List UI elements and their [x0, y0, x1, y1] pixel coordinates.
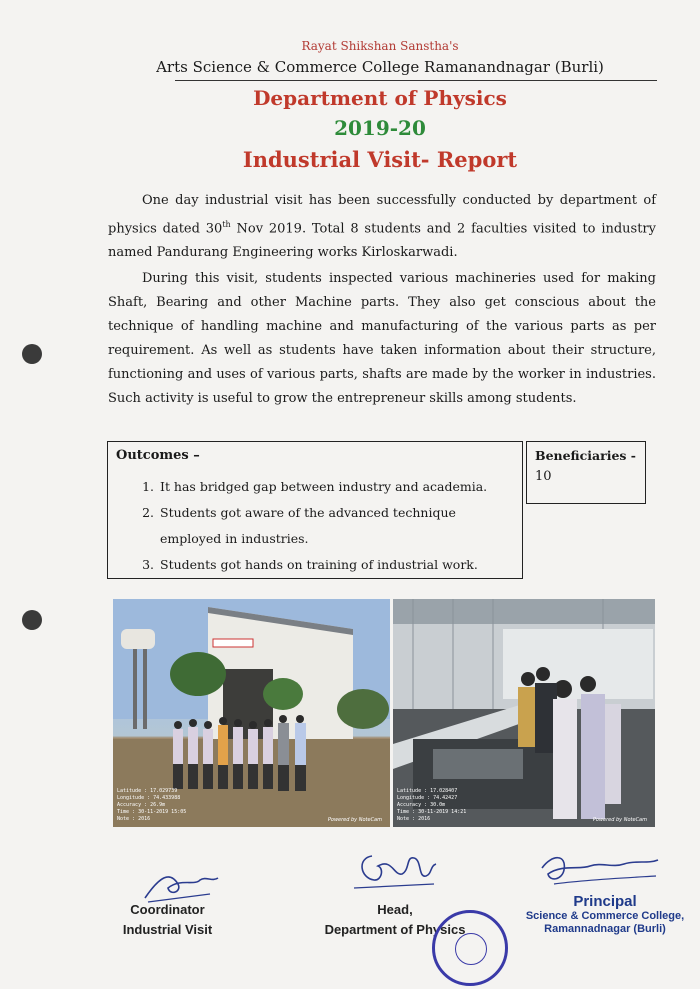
- paragraph-1-post: Nov 2019. Total 8 students and 2 faculties visited to industry named Pandurang Engineering works Kirloskarwadi.: [108, 221, 656, 261]
- outcomes-heading: Outcomes –: [116, 448, 200, 463]
- paragraph-1-pre: One day industrial visit has been successfully conducted by department of physics dated 30: [108, 193, 656, 237]
- paragraph-2: During this visit, students inspected various machineries used for making Shaft, Bearing and other Machine parts. They also get conscious about the technique of handling machine and manufacturing of the various parts as per requirement. As well as students have taken information about their structure, functioning and uses of various parts, shafts are made by the worker in industries. Such activity is useful to grow the entrepreneur skills among students.: [108, 271, 656, 406]
- college-seal: [432, 910, 508, 986]
- report-title: Industrial Visit- Report: [242, 147, 518, 172]
- outcome-item: 1. It has bridged gap between industry and academia.: [158, 474, 518, 500]
- outcomes-list: [138, 474, 518, 578]
- outcomes-box: [107, 441, 523, 579]
- punch-hole-top: [22, 344, 42, 364]
- beneficiaries-count: 10: [535, 469, 552, 484]
- head-line-2: Department of Physics: [324, 922, 466, 937]
- head-signature: [352, 848, 442, 893]
- head-line-1: Head,: [377, 902, 413, 917]
- paragraph-1-sup: th: [222, 220, 231, 229]
- principal-title: Principal: [573, 893, 637, 910]
- department-title: Department of Physics: [253, 86, 507, 110]
- photo-1-watermark: Powered by NoteCam: [327, 817, 382, 823]
- paragraph-1: [108, 189, 656, 265]
- beneficiaries-box: [526, 441, 646, 504]
- society-name: Rayat Shikshan Sanstha's: [301, 39, 459, 53]
- coordinator-label: [110, 900, 225, 940]
- principal-stamp: [520, 893, 690, 936]
- photo-2-geostamp: Latitude : 17.028407 Longitude : 74.42427 Accuracy : 30.0m Time : 30-11-2019 14:21 Note : 2016: [397, 788, 467, 822]
- photo-factory-exterior: [113, 599, 390, 827]
- outcome-item: 2. Students got aware of the advanced technique employed in industries.: [158, 500, 518, 552]
- photo-workshop-interior: [393, 599, 655, 827]
- punch-hole-bottom: [22, 610, 42, 630]
- principal-signature: [532, 850, 662, 890]
- beneficiaries-heading: Beneficiaries -: [535, 448, 636, 463]
- outcome-item: 3. Students got hands on training of industrial work.: [158, 552, 518, 578]
- principal-line-1: Science & Commerce College,: [525, 910, 685, 922]
- photo-1-geostamp: Latitude : 17.029739 Longitude : 74.433988 Accuracy : 26.9m Time : 30-11-2019 15:05 Note : 2016: [117, 788, 187, 822]
- academic-year: 2019-20: [334, 116, 426, 140]
- college-name: Arts Science & Commerce College Ramanandnagar (Burli): [156, 58, 604, 76]
- coordinator-line-1: Coordinator: [130, 902, 205, 917]
- coordinator-line-2: Industrial Visit: [122, 922, 213, 937]
- header-rule: [175, 80, 657, 81]
- principal-line-2: Ramannadnagar (Burli): [544, 923, 666, 935]
- photo-2-watermark: Powered by NoteCam: [592, 817, 647, 823]
